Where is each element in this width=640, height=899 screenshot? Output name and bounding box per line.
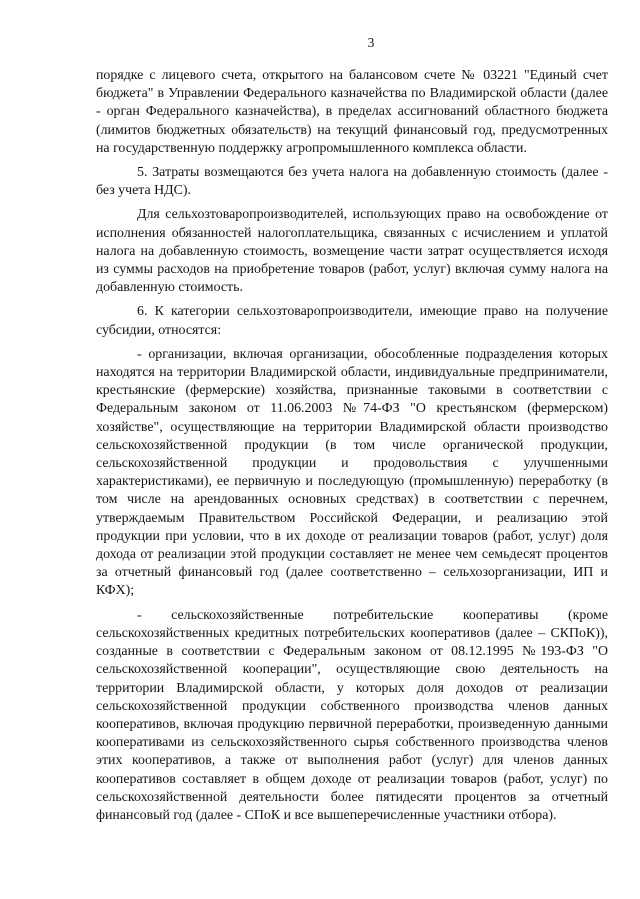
paragraph-clause-5: 5. Затраты возмещаются без учета налога на добавленную стоимость (далее - без учета НДС).	[96, 165, 608, 199]
document-body	[96, 67, 608, 831]
page-number: 3	[367, 35, 375, 50]
paragraph-cooperatives: - сельскохозяйственные потребительские кооперативы (кроме сельскохозяйственных кредитных потребительских кооперативов (далее – СКПоК)), созданные в соответствии с Федеральным законом от 08.12.1995 №193-ФЗ "О сельскохозяйственной кооперации", осуществляющие свою деятельность на территории Владимирской области, у которых доля доходов от реализации сельскохозяйственной продукции собственного производства членов данных кооперативов, включая продукцию первичной переработки, произведенную данными кооперативами из сельскохозяйственного сырья собственного производства членов этих кооперативов, а также от выполнения работ (услуг) для членов данных кооперативов составляет в общем доходе от реализации товаров (работ, услуг) по сельскохозяйственной деятельности более пятидесяти процентов за отчетный финансовый год (далее - СПоК и все вышеперечисленные участники отбора).	[96, 607, 608, 823]
paragraph-organizations: - организации, включая организации, обособленные подразделения которых находятся на территории Владимирской области, индивидуальные предприниматели, крестьянские (фермерские) хозяйства, признанные таковыми в соответствии с Федеральным законом от 11.06.2003 №74-ФЗ "О крестьянском (фермерском) хозяйстве", осуществляющие на территории Владимирской области производство сельскохозяйственной продукции (в том числе органической продукции, сельскохозяйственной продукции и продовольствия с улучшенными характеристиками), ее первичную и последующую (промышленную) переработку (в том числе на арендованных основных средствах) в соответствии с перечнем, утверждаемым Правительством Российской Федерации, и реализацию этой продукции при условии, что в их доходе от реализации товаров (работ, услуг) доля дохода от реализации этой продукции составляет не менее чем семьдесят процентов за отчетный финансовый год (далее соответственно – сельхозорганизации, ИП и КФХ);	[96, 346, 608, 599]
paragraph-clause-6: 6. К категории сельхозтоваропроизводители, имеющие право на получение субсидии, относятся:	[96, 304, 608, 338]
paragraph-vat-exemption: Для сельхозтоваропроизводителей, использующих право на освобождение от исполнения обязанностей налогоплательщика, связанных с исчислением и уплатой налога на добавленную стоимость, возмещение части затрат осуществляется исходя из суммы расходов на приобретение товаров (работ, услуг) включая сумму налога на добавленную стоимость.	[96, 207, 608, 296]
paragraph-payment-order: порядке с лицевого счета, открытого на балансовом счете № 03221 "Единый счет бюджета" в Управлении Федерального казначейства по Владимирской области (далее - орган Федерального казначейства), в пределах ассигнований областного бюджета (лимитов бюджетных обязательств) на текущий финансовый год, предусмотренных на государственную поддержку агропромышленного комплекса области.	[96, 68, 608, 156]
